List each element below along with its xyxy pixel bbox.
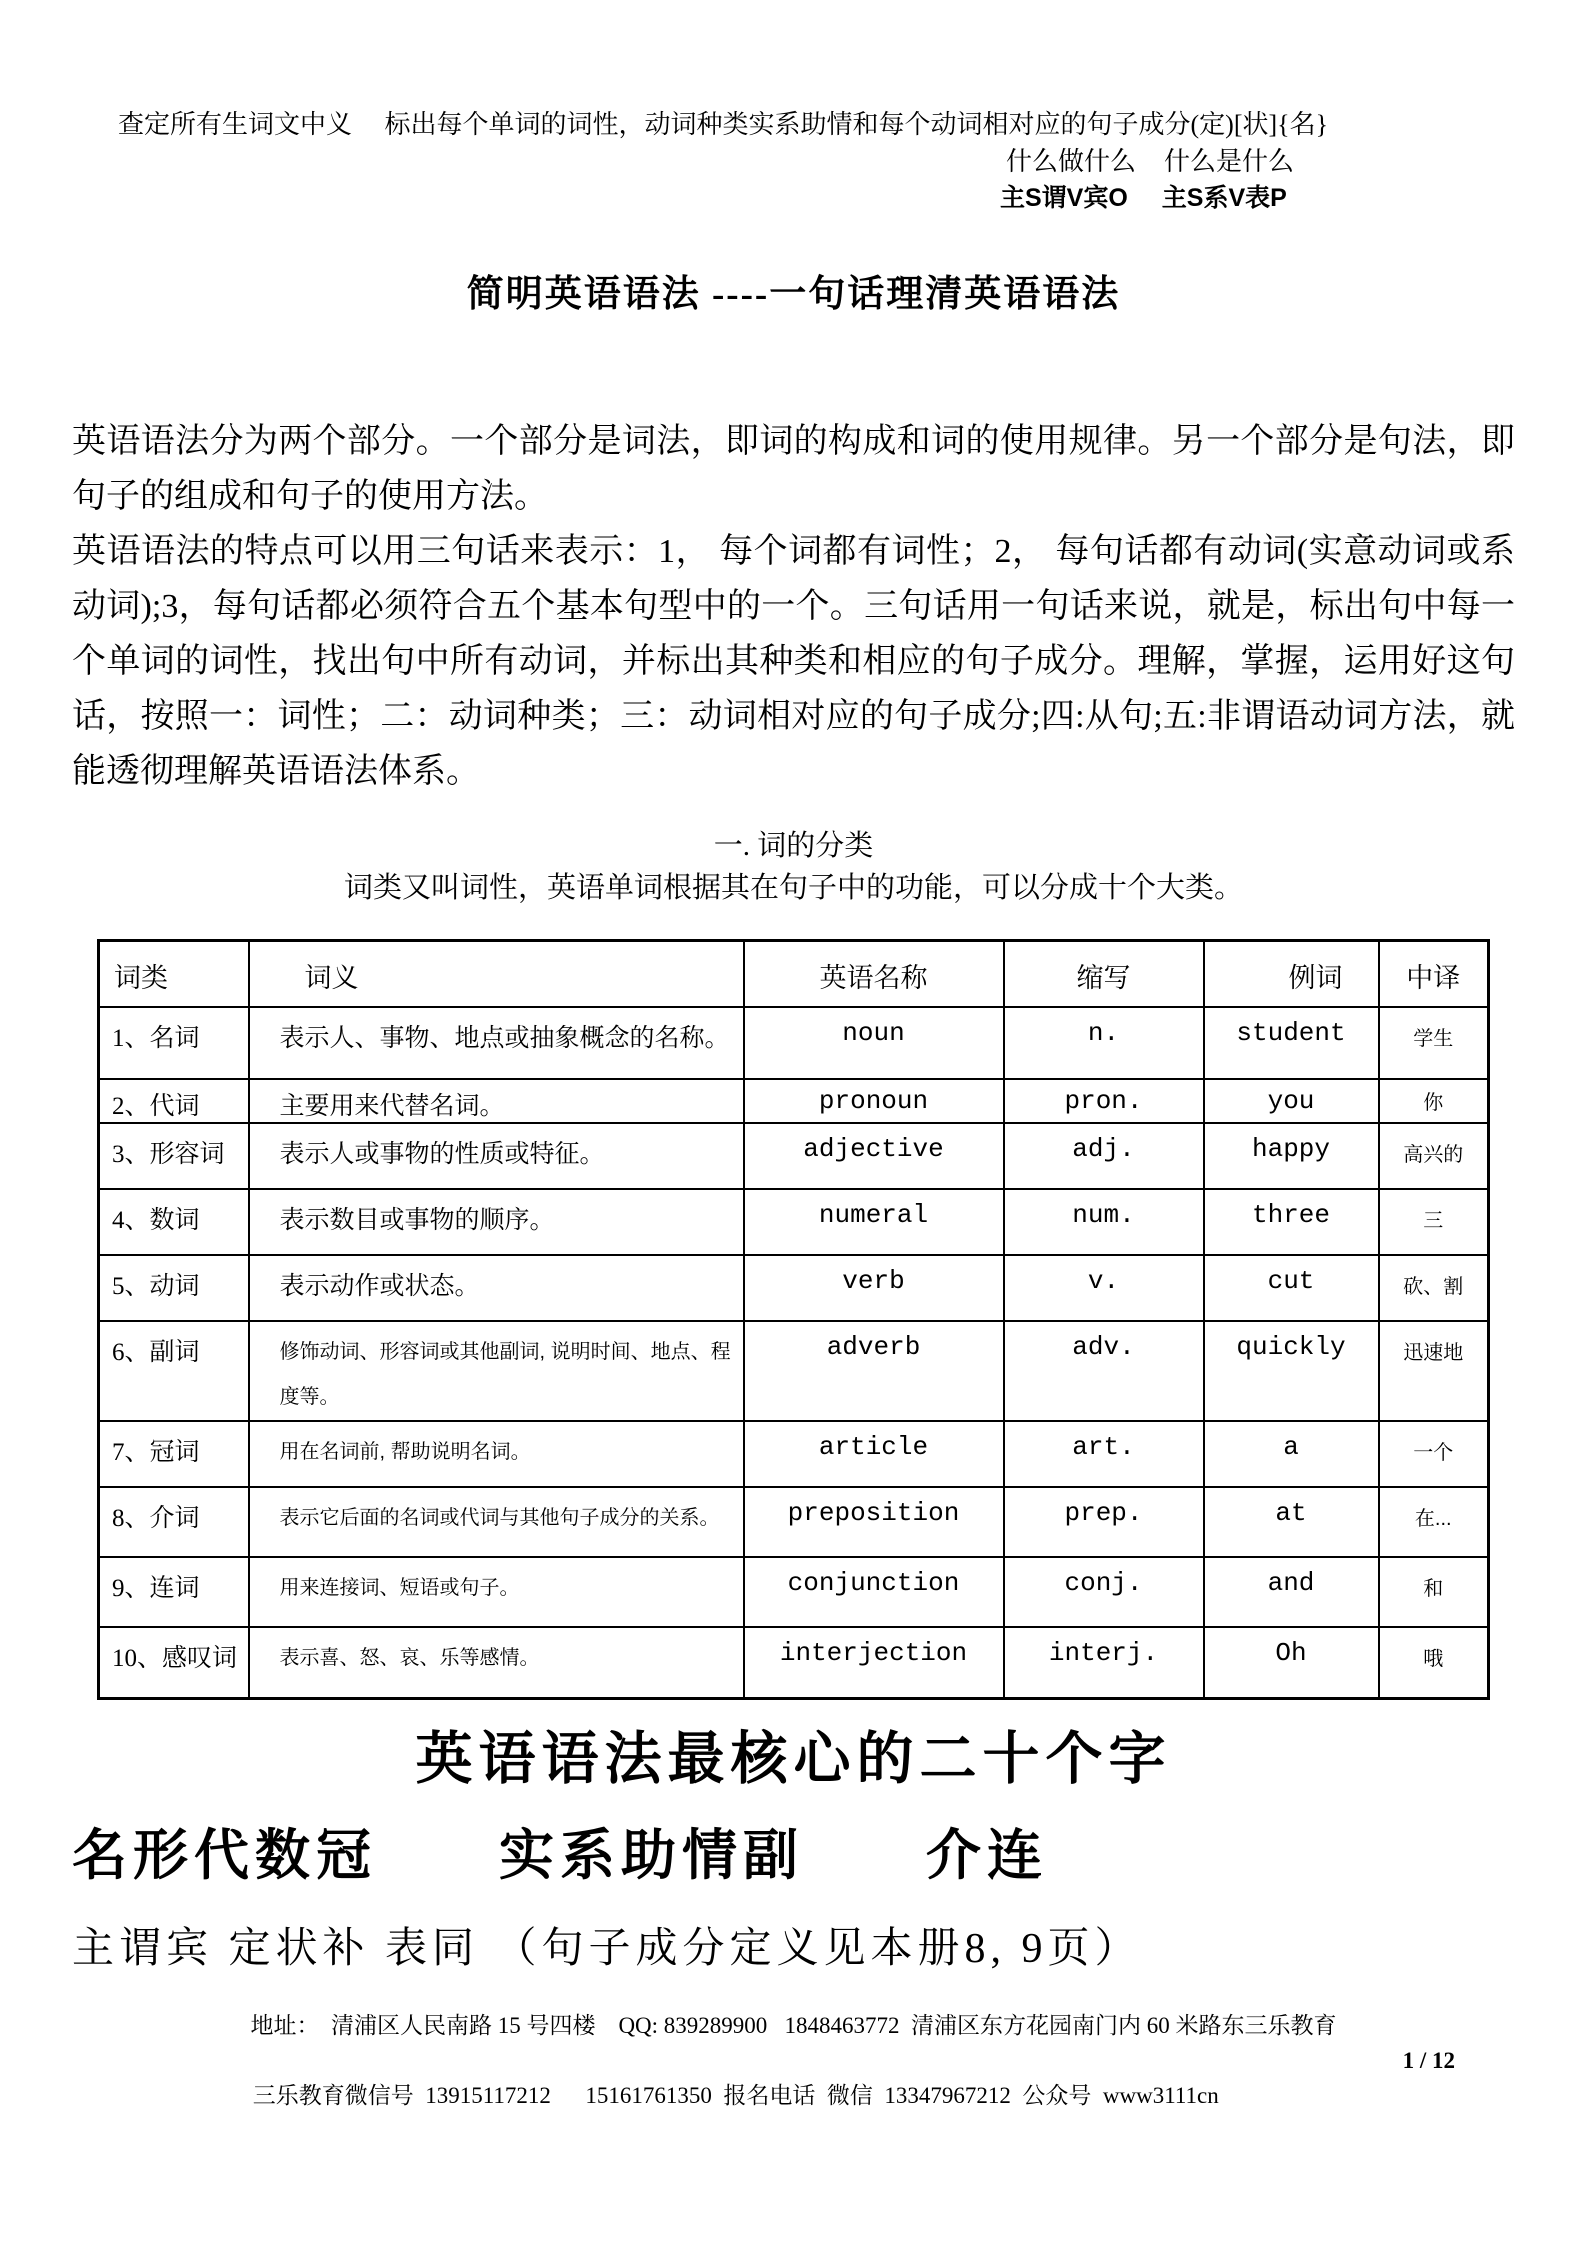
table-row <box>99 1487 1489 1557</box>
meaning-cell: 用在名词前, 帮助说明名词。 <box>249 1421 744 1487</box>
header-abbreviation: 缩写 <box>1004 941 1204 1007</box>
example-cell: at <box>1204 1487 1379 1557</box>
word-class-cell: 3、形容词 <box>99 1123 249 1189</box>
footer-contact-text: 三乐教育微信号 13915117212 15161761350 报名电话 微信 13347967212 公众号 www3111cn <box>252 2083 1219 2108</box>
abbreviation-cell: num. <box>1004 1189 1204 1255</box>
table-row <box>99 1321 1489 1421</box>
meaning-cell: 表示数目或事物的顺序。 <box>249 1189 744 1255</box>
abbreviation-cell: interj. <box>1004 1627 1204 1699</box>
translation-cell: 在... <box>1379 1487 1489 1557</box>
word-class-cell: 1、名词 <box>99 1007 249 1079</box>
table-row <box>99 1079 1489 1123</box>
meaning-cell: 表示人、事物、地点或抽象概念的名称。 <box>249 1007 744 1079</box>
english-name-cell: adjective <box>744 1123 1004 1189</box>
example-cell: you <box>1204 1079 1379 1123</box>
meaning-cell: 表示人或事物的性质或特征。 <box>249 1123 744 1189</box>
abbreviation-cell: conj. <box>1004 1557 1204 1627</box>
translation-cell: 哦 <box>1379 1627 1489 1699</box>
top-annotation <box>0 0 1587 217</box>
page-number: 1 / 12 <box>1402 2048 1455 2073</box>
english-name-cell: conjunction <box>744 1557 1004 1627</box>
translation-cell: 你 <box>1379 1079 1489 1123</box>
table-header-row <box>99 941 1489 1007</box>
abbreviation-cell: adj. <box>1004 1123 1204 1189</box>
core-section-title: 英语语法最核心的二十个字 <box>415 1728 1172 1791</box>
page-footer <box>0 2008 1587 2183</box>
example-cell: three <box>1204 1189 1379 1255</box>
example-cell: cut <box>1204 1255 1379 1321</box>
header-meaning: 词义 <box>249 941 744 1007</box>
abbreviation-cell: n. <box>1004 1007 1204 1079</box>
annotation-line2 <box>1006 143 1587 180</box>
example-cell: Oh <box>1204 1627 1379 1699</box>
translation-cell: 和 <box>1379 1557 1489 1627</box>
intro-paragraph-1: 英语语法分为两个部分。一个部分是词法，即词的构成和词的使用规律。另一个部分是句法，即句子的组成和句子的使用方法。 <box>72 423 1515 515</box>
english-name-cell: noun <box>744 1007 1004 1079</box>
footer-contact-line <box>0 2043 1587 2183</box>
english-name-cell: preposition <box>744 1487 1004 1557</box>
table-row <box>99 1421 1489 1487</box>
english-name-cell: interjection <box>744 1627 1004 1699</box>
annotation-svo: 主S谓V宾O <box>1000 184 1128 212</box>
intro-text <box>72 414 1515 799</box>
meaning-cell: 表示它后面的名词或代词与其他句子成分的关系。 <box>249 1487 744 1557</box>
annotation-svp: 主S系V表P <box>1161 184 1287 212</box>
translation-cell: 一个 <box>1379 1421 1489 1487</box>
word-class-cell: 9、连词 <box>99 1557 249 1627</box>
word-class-cell: 8、介词 <box>99 1487 249 1557</box>
table-row <box>99 1123 1489 1189</box>
translation-cell: 迅速地 <box>1379 1321 1489 1421</box>
annotation-line1: 查定所有生词文中义 标出每个单词的词性，动词种类实系助情和每个动词相对应的句子成分(定)[状]{名} <box>118 110 1329 139</box>
abbreviation-cell: v. <box>1004 1255 1204 1321</box>
word-class-cell: 10、感叹词 <box>99 1627 249 1699</box>
word-class-cell: 7、冠词 <box>99 1421 249 1487</box>
header-example: 例词 <box>1204 941 1379 1007</box>
annotation-what-is: 什么是什么 <box>1164 147 1295 176</box>
table-row <box>99 1557 1489 1627</box>
section-heading: 一. 词的分类 <box>713 830 874 862</box>
section-subheading: 词类又叫词性，英语单词根据其在句子中的功能，可以分成十个大类。 <box>343 872 1243 904</box>
translation-cell: 三 <box>1379 1189 1489 1255</box>
parts-of-speech-table <box>97 939 1490 1700</box>
english-name-cell: numeral <box>744 1189 1004 1255</box>
english-name-cell: pronoun <box>744 1079 1004 1123</box>
page-title: 简明英语语法 ----一句话理清英语语法 <box>466 274 1121 315</box>
table-row <box>99 1189 1489 1255</box>
translation-cell: 砍、割 <box>1379 1255 1489 1321</box>
example-cell: quickly <box>1204 1321 1379 1421</box>
annotation-what-do: 什么做什么 <box>1006 147 1137 176</box>
meaning-cell: 修饰动词、形容词或其他副词, 说明时间、地点、程度等。 <box>249 1321 744 1421</box>
abbreviation-cell: art. <box>1004 1421 1204 1487</box>
example-cell: happy <box>1204 1123 1379 1189</box>
intro-paragraph-2: 英语语法的特点可以用三句话来表示：1， 每个词都有词性；2， 每句话都有动词(实意动词或系动词);3，每句话都必须符合五个基本句型中的一个。三句话用一句话来说，就是，标出句中每一个单词的词性，找出句中所有动词，并标出其种类和相应的句子成分。理解，掌握，运用好这句话，按照一：词性；二：动词种类；三：动词相对应的句子成分;四:从句;五:非谓语动词方法，就能透彻理解英语语法体系。 <box>72 533 1515 790</box>
header-translation: 中译 <box>1379 941 1489 1007</box>
pos-table-body <box>99 1007 1489 1699</box>
english-name-cell: article <box>744 1421 1004 1487</box>
footer-address-line: 地址： 清浦区人民南路 15 号四楼 QQ: 839289900 1848463772 清浦区东方花园南门内 60 米路东三乐教育 <box>250 2013 1337 2038</box>
header-english-name: 英语名称 <box>744 941 1004 1007</box>
meaning-cell: 用来连接词、短语或句子。 <box>249 1557 744 1627</box>
example-cell: and <box>1204 1557 1379 1627</box>
example-cell: a <box>1204 1421 1379 1487</box>
word-class-cell: 5、动词 <box>99 1255 249 1321</box>
word-class-cell: 4、数词 <box>99 1189 249 1255</box>
core-twenty-chars-line2: 主谓宾 定状补 表同 （句子成分定义见本册8, 9页） <box>72 1926 1142 1972</box>
abbreviation-cell: adv. <box>1004 1321 1204 1421</box>
table-row <box>99 1255 1489 1321</box>
table-row <box>99 1007 1489 1079</box>
meaning-cell: 主要用来代替名词。 <box>249 1079 744 1123</box>
word-class-cell: 6、副词 <box>99 1321 249 1421</box>
meaning-cell: 表示喜、怒、哀、乐等感情。 <box>249 1627 744 1699</box>
english-name-cell: verb <box>744 1255 1004 1321</box>
english-name-cell: adverb <box>744 1321 1004 1421</box>
abbreviation-cell: prep. <box>1004 1487 1204 1557</box>
annotation-line3 <box>1000 180 1587 217</box>
example-cell: student <box>1204 1007 1379 1079</box>
header-word-class: 词类 <box>99 941 249 1007</box>
annotation-sub-block <box>1000 143 1587 217</box>
translation-cell: 学生 <box>1379 1007 1489 1079</box>
table-row <box>99 1627 1489 1699</box>
core-twenty-chars-line1: 名形代数冠 实系助情副 介连 <box>72 1825 1049 1886</box>
word-class-cell: 2、代词 <box>99 1079 249 1123</box>
abbreviation-cell: pron. <box>1004 1079 1204 1123</box>
translation-cell: 高兴的 <box>1379 1123 1489 1189</box>
meaning-cell: 表示动作或状态。 <box>249 1255 744 1321</box>
